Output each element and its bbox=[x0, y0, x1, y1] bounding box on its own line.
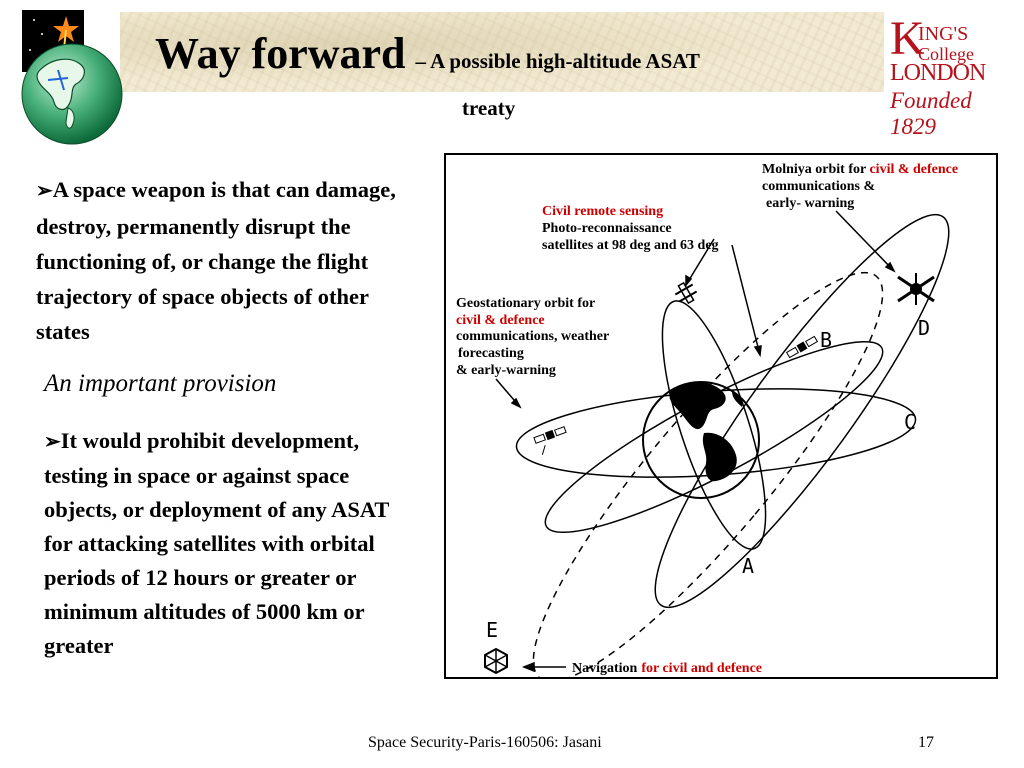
logo-k: K bbox=[890, 12, 925, 65]
kings-college-logo bbox=[890, 12, 1000, 139]
remote-sensing-line2: Photo-reconnaissance bbox=[542, 221, 672, 236]
navigation-label-red: for civil and defence bbox=[641, 661, 763, 676]
svg-text:Molniya orbit for civil & defe bbox=[762, 162, 958, 177]
navigation-label: Navigation bbox=[572, 661, 638, 676]
orbit-label-d: D bbox=[918, 316, 931, 340]
logo-founded: Founded 1829 bbox=[890, 88, 972, 139]
title-main: Way forward bbox=[155, 29, 406, 78]
orbit-diagram-svg bbox=[446, 155, 996, 677]
bullet-space-weapon-definition bbox=[36, 172, 416, 349]
title-subtitle-line2: treaty bbox=[462, 96, 516, 120]
svg-text:Navigationfor civil and defenc bbox=[572, 661, 762, 676]
satellite-icon bbox=[786, 336, 818, 359]
bullet-provision bbox=[44, 424, 414, 663]
slide-title bbox=[155, 28, 855, 79]
orbit-label-b: B bbox=[820, 328, 833, 352]
orbit-label-e: E bbox=[486, 618, 499, 642]
remote-sensing-line3: satellites at 98 deg and 63 deg bbox=[542, 238, 719, 253]
bullet1-text: A space weapon is that can damage, destroy, permanently disrupt the functioning of, or change the flight trajectory of space objects of other states bbox=[36, 177, 396, 344]
satellite-icon bbox=[898, 273, 934, 305]
footer-label: Space Security-Paris-160506: Jasani bbox=[368, 734, 602, 751]
molniya-label-red: civil & defence bbox=[869, 162, 959, 177]
geo-red: civil & defence bbox=[456, 313, 545, 328]
orbit-label-a: A bbox=[742, 554, 755, 578]
bullet-arrow-icon: ➢ bbox=[44, 431, 61, 453]
geo-line4: forecasting bbox=[458, 346, 524, 361]
orbit-label-c: C bbox=[904, 410, 917, 434]
molniya-line2: communications & bbox=[762, 179, 876, 194]
remote-sensing-red: Civil remote sensing bbox=[542, 204, 664, 219]
bullet-arrow-icon: ➢ bbox=[36, 180, 53, 202]
bullet2-text: It would prohibit development, testing in space or against space objects, or deployment of any ASAT for attacking satellites with orbital periods of 12 hours or greater or minimum altitudes of 5000 km or greater bbox=[44, 428, 390, 658]
globe-icon bbox=[18, 40, 126, 148]
title-subtitle: – A possible high-altitude ASAT bbox=[415, 49, 700, 73]
molniya-line3: early- warning bbox=[766, 196, 855, 211]
geo-line5: & early-warning bbox=[456, 363, 556, 378]
orbit-diagram bbox=[444, 153, 998, 679]
page-number: 17 bbox=[918, 734, 934, 751]
geo-line3: communications, weather bbox=[456, 329, 610, 344]
geo-line1: Geostationary orbit for bbox=[456, 296, 596, 311]
satellite-icon bbox=[534, 426, 571, 456]
logo-london: LONDON bbox=[890, 60, 986, 86]
logo-college: College bbox=[918, 44, 974, 64]
molniya-label: Molniya orbit for bbox=[762, 162, 870, 177]
navigation-satellite-icon bbox=[485, 649, 507, 673]
subheading: An important provision bbox=[44, 370, 277, 397]
logo-kings: ING'S bbox=[918, 23, 969, 45]
